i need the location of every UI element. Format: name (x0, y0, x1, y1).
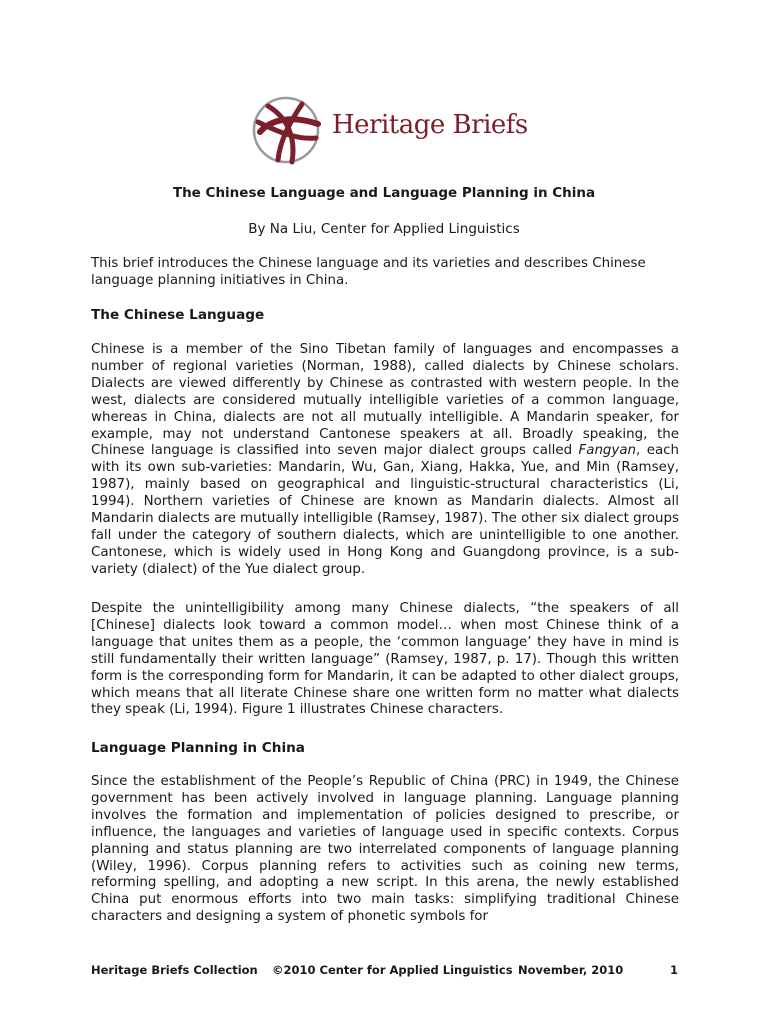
footer-copyright: ©2010 Center for Applied Linguistics (272, 963, 513, 977)
footer-collection: Heritage Briefs Collection (91, 963, 258, 977)
footer-date: November, 2010 (518, 963, 624, 977)
paragraph-dialects-written-form: Despite the unintelligibility among many Chinese dialects, “the speakers of all [Chinese] dialects look toward a common model… when most Chinese think of a language that unites them as a people, the ‘common language’ they have in mind is still fundamentally their written language” (Ramsey, 1987, p. 17). Though this written form is the corresponding form for Mandarin, it can be adapted to other dialect groups, which means that all literate Chinese share one written form no matter what dialects they speak (Li, 1994). Figure 1 illustrates Chinese characters. (91, 601, 679, 718)
intro-paragraph: This brief introduces the Chinese language and its varieties and describes Chinese language planning initiatives in China. (91, 256, 646, 288)
logo-text: Heritage Briefs (332, 110, 528, 140)
paragraph-text: , each with its own sub-varieties: Mandarin, Wu, Gan, Xiang, Hakka, Yue, and Min (Ramsey, 1987), mainly based on geographical and linguistic-structural characteristics (Li, 1994). Northern varieties of Chinese are known as Mandarin dialects. Almost all Mandarin dialects are mutually intelligible (Ramsey, 1987). The other six dialect groups fall under the category of southern dialects, which are unintelligible to one another. Cantonese, which is widely used in Hong Kong and Guangdong province, is a sub-variety (dialect) of the Yue dialect group. (91, 443, 680, 577)
paragraph-text: Chinese is a member of the Sino Tibetan family of languages and encompasses a number of regional varieties (Norman, 1988), called dialects by Chinese scholars. Dialects are viewed differently by Chinese as contrasted with western people. In the west, dialects are considered mutually intelligible varieties of a common language, whereas in China, dialects are not all mutually intelligible. A Mandarin speaker, for example, may not understand Cantonese speakers at all. Broadly speaking, the Chinese language is classified into seven major dialect groups called (91, 342, 679, 459)
section-heading-language-planning: Language Planning in China (91, 740, 305, 756)
heritage-briefs-logo (246, 90, 528, 168)
globe-icon (248, 92, 324, 166)
page-number: 1 (670, 963, 679, 977)
document-title: The Chinese Language and Language Planning in China (172, 185, 596, 201)
paragraph-chinese-language (91, 342, 679, 579)
section-heading-chinese-language: The Chinese Language (91, 307, 265, 323)
byline: By Na Liu, Center for Applied Linguistics (248, 221, 520, 237)
fangyan-term: Fangyan (578, 443, 637, 459)
paragraph-language-planning: Since the establishment of the People’s Republic of China (PRC) in 1949, the Chinese government has been actively involved in language planning. Language planning involves the formation and implementation of policies designed to prescribe, or influence, the languages and varieties of language used in specific contexts. Corpus planning and status planning are two interrelated components of language planning (Wiley, 1996). Corpus planning refers to activities such as coining new terms, reforming spelling, and adopting a new script. In this arena, the newly established China put enormous efforts into two main tasks: simplifying traditional Chinese characters and designing a system of phonetic symbols for (91, 774, 679, 925)
